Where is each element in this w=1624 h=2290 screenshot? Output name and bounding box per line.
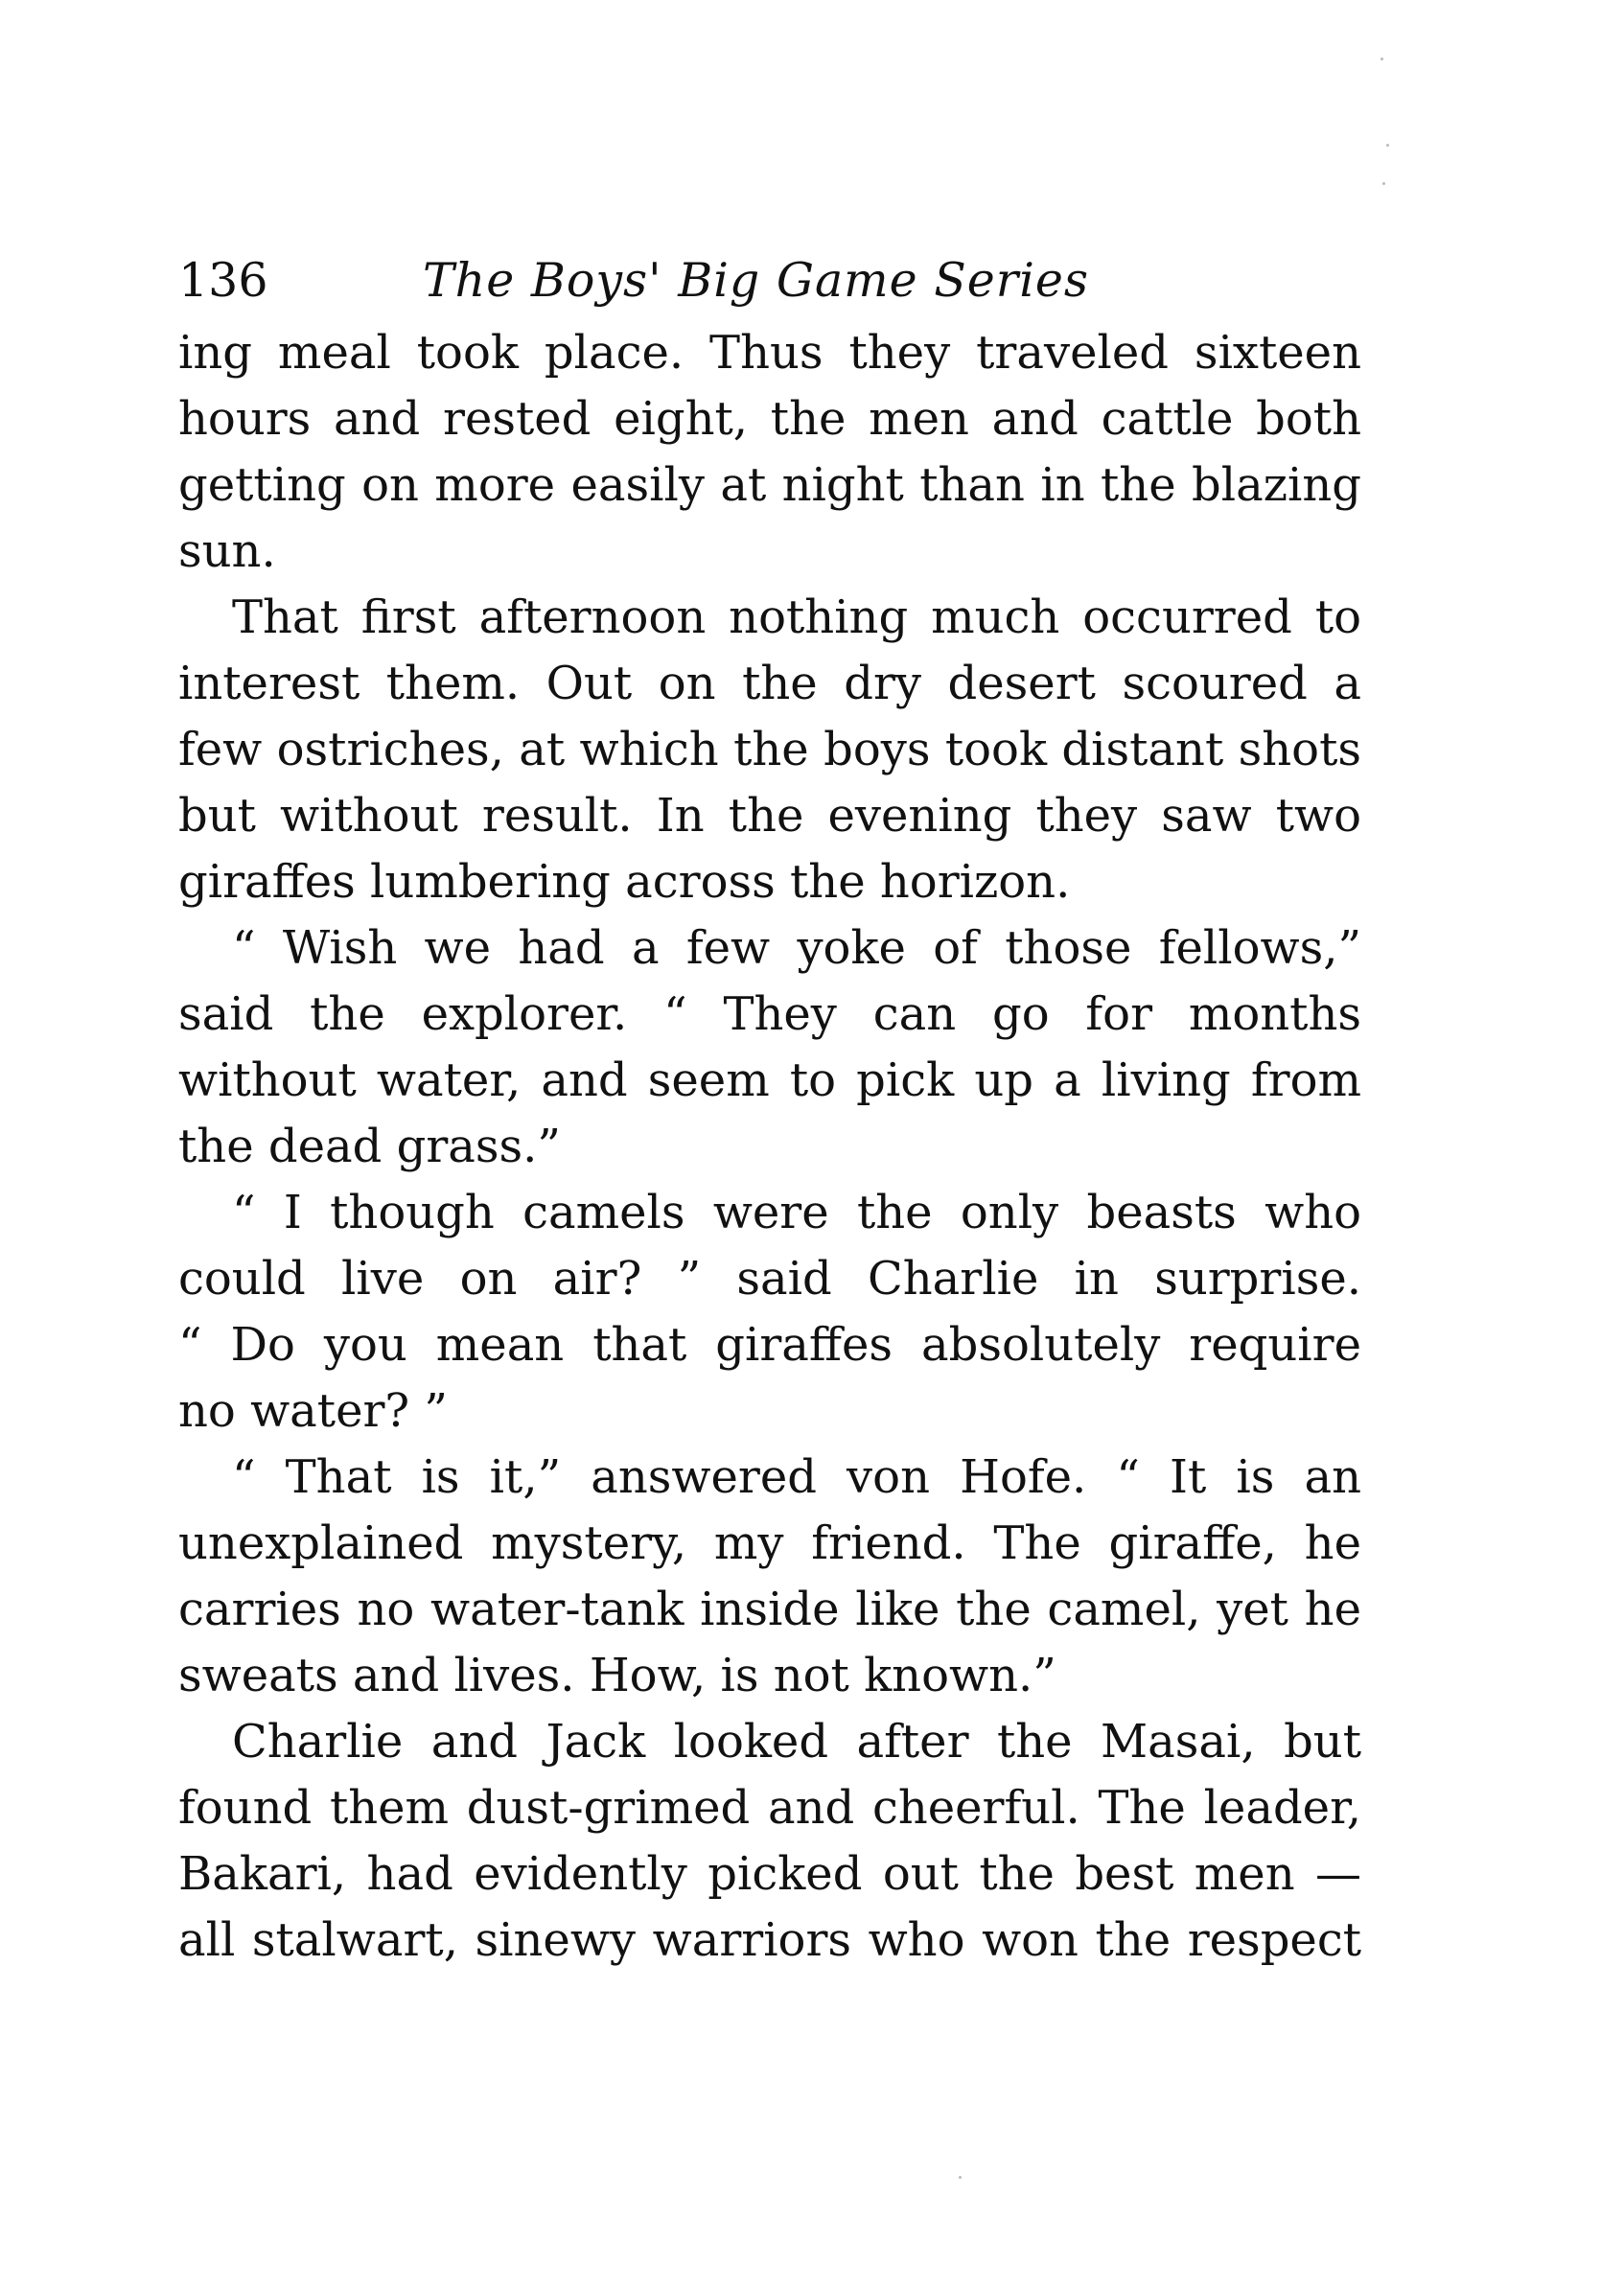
text-line: sweats and lives. How, is not known.” bbox=[178, 1649, 1056, 1702]
text-line: said the explorer. “ They can go for months bbox=[178, 987, 1361, 1041]
text-line: interest them. Out on the dry desert scoured a bbox=[178, 657, 1361, 710]
text-line: unexplained mystery, my friend. The giraffe, he bbox=[178, 1516, 1361, 1570]
text-line: all stalwart, sinewy warriors who won the respect bbox=[178, 1913, 1361, 1967]
text-line: getting on more easily at night than in the blazing bbox=[178, 458, 1361, 512]
paper-speck bbox=[1380, 58, 1383, 60]
page-number: 136 bbox=[178, 253, 268, 308]
text-line: Bakari, had evidently picked out the best men — bbox=[178, 1847, 1361, 1901]
text-line: Charlie and Jack looked after the Masai, but bbox=[232, 1715, 1361, 1769]
text-line: but without result. In the evening they saw two bbox=[178, 789, 1361, 843]
text-line: giraffes lumbering across the horizon. bbox=[178, 855, 1071, 909]
paper-speck bbox=[1382, 182, 1385, 185]
paper-speck bbox=[1386, 144, 1389, 147]
text-line: “ Wish we had a few yoke of those fellows,” bbox=[232, 921, 1361, 975]
text-line: “ I though camels were the only beasts who bbox=[232, 1186, 1361, 1239]
paper-speck bbox=[959, 2176, 962, 2179]
text-line: few ostriches, at which the boys took distant shots bbox=[178, 723, 1361, 776]
text-line: “ Do you mean that giraffes absolutely require bbox=[178, 1318, 1361, 1372]
text-line: found them dust-grimed and cheerful. The leader, bbox=[178, 1781, 1361, 1835]
text-line: without water, and seem to pick up a living from bbox=[178, 1053, 1361, 1107]
body-text bbox=[178, 320, 1361, 1974]
text-line: That first afternoon nothing much occurred to bbox=[232, 590, 1361, 644]
text-line: could live on air? ” said Charlie in surprise. bbox=[178, 1252, 1361, 1306]
text-line: sun. bbox=[178, 524, 276, 578]
text-line: ing meal took place. Thus they traveled sixteen bbox=[178, 326, 1361, 380]
text-line: no water? ” bbox=[178, 1384, 448, 1438]
text-line: hours and rested eight, the men and cattle both bbox=[178, 392, 1361, 446]
text-line: “ That is it,” answered von Hofe. “ It is an bbox=[232, 1450, 1361, 1504]
running-title: The Boys' Big Game Series bbox=[423, 253, 1090, 308]
text-line: the dead grass.” bbox=[178, 1120, 561, 1173]
text-line: carries no water-tank inside like the camel, yet he bbox=[178, 1583, 1361, 1636]
page-header bbox=[178, 247, 1367, 314]
